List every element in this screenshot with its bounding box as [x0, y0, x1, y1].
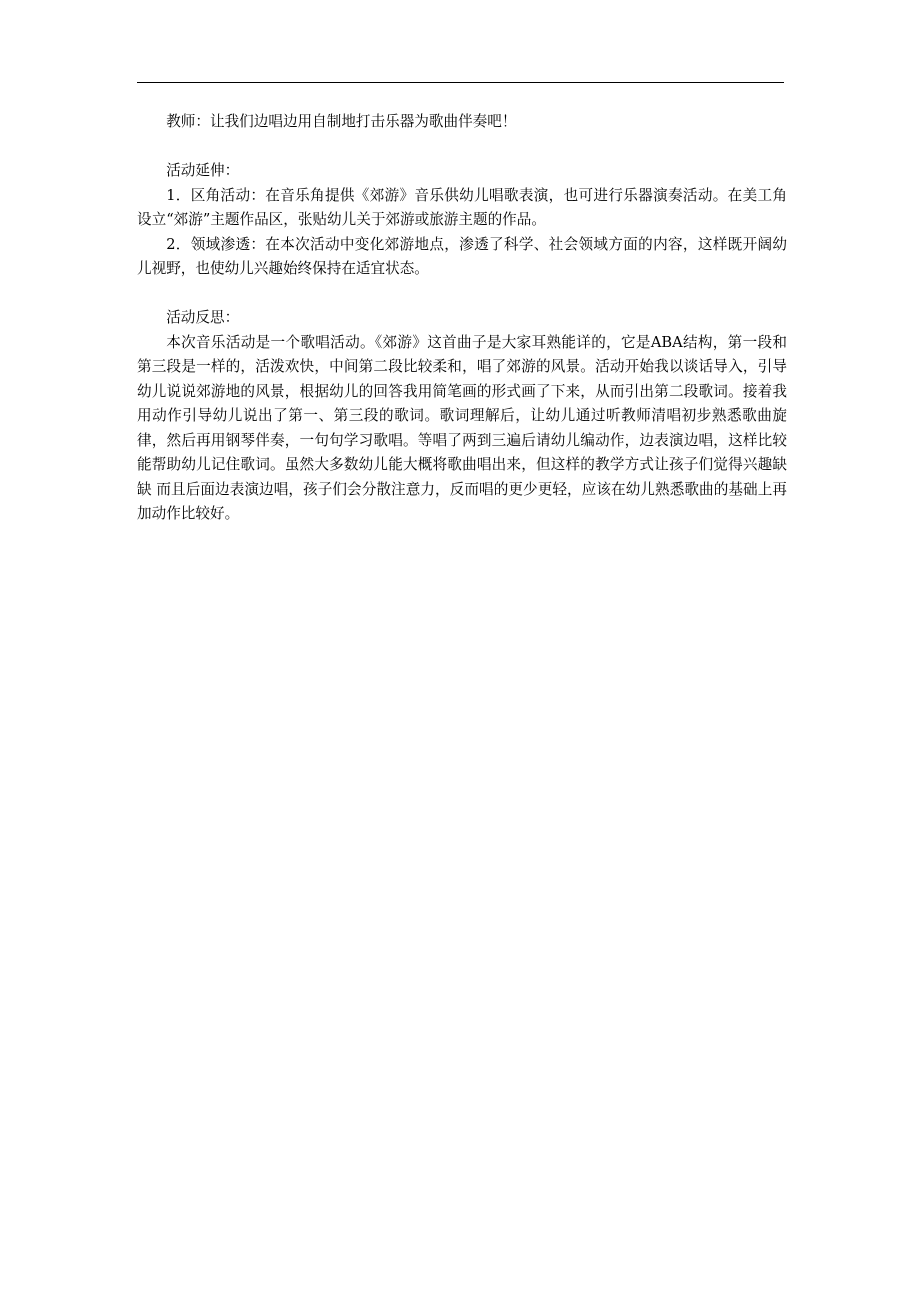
spacer: [137, 282, 787, 307]
reflection-heading: 活动反思：: [166, 309, 240, 326]
header-rule: [137, 82, 784, 83]
extension-item-1: 1．区角活动：在音乐角提供《郊游》音乐供幼儿唱歌表演，也可进行乐器演奏活动。在美工角设立“郊游”主题作品区，张贴幼儿关于郊游或旅游主题的作品。: [137, 186, 787, 228]
extension-item-2: 2．领域渗透：在本次活动中变化郊游地点，渗透了科学、社会领域方面的内容，这样既开阔幼儿视野，也使幼儿兴趣始终保持在适宜状态。: [137, 235, 787, 277]
intro-paragraph: 教师：让我们边唱边用自制地打击乐器为歌曲伴奏吧！: [166, 113, 517, 130]
document-body: [137, 110, 787, 527]
spacer: [137, 135, 787, 160]
reflection-body: 本次音乐活动是一个歌唱活动。《郊游》这首曲子是大家耳熟能详的，它是ABA结构，第一段和第三段是一样的，活泼欢快，中间第二段比较柔和，唱了郊游的风景。活动开始我以谈话导入，引导幼儿说说郊游地的风景，根据幼儿的回答我用简笔画的形式画了下来，从而引出第二段歌词。接着我用动作引导幼儿说出了第一、第三段的歌词。歌词理解后，让幼儿通过听教师清唱初步熟悉歌曲旋律，然后再用钢琴伴奏，一句句学习歌唱。等唱了两到三遍后请幼儿编动作，边表演边唱，这样比较能帮助幼儿记住歌词。虽然大多数幼儿能大概将歌曲唱出来，但这样的教学方式让孩子们觉得兴趣缺缺 而且后面边表演边唱，孩子们会分散注意力，反而唱的更少更轻，应该在幼儿熟悉歌曲的基础上再加动作比较好。: [137, 333, 787, 522]
extension-heading: 活动延伸：: [166, 162, 240, 179]
